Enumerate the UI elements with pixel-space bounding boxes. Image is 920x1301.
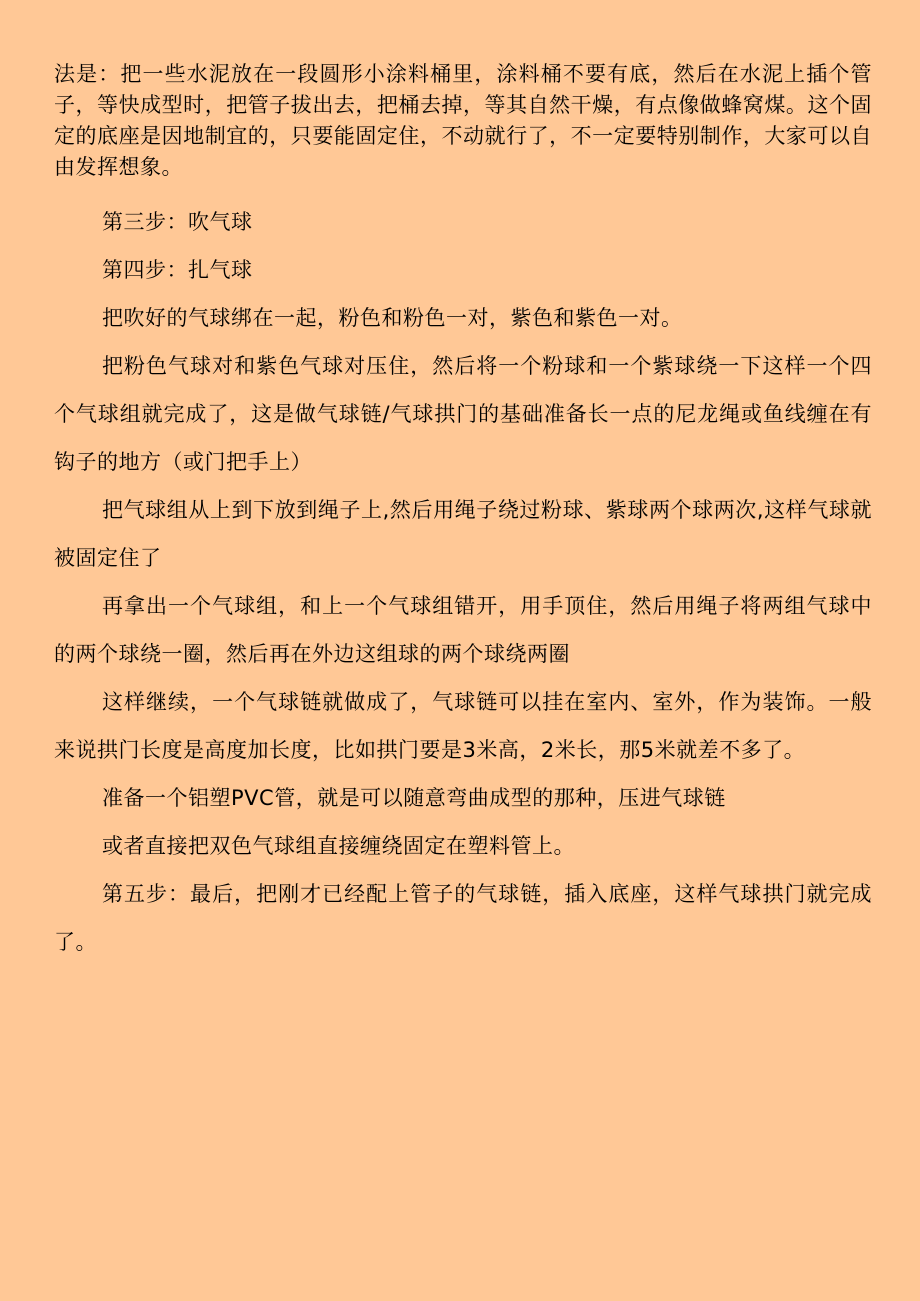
continue-chain-paragraph: 这样继续，一个气球链就做成了，气球链可以挂在室内、室外，作为装饰。一般来说拱门长度是高度加长度，比如拱门要是3米高，2米长，那5米就差不多了。 <box>54 690 872 762</box>
pair-balloons-paragraph: 把吹好的气球绑在一起，粉色和粉色一对，紫色和紫色一对。 <box>102 306 683 330</box>
step-five-paragraph: 第五步：最后，把刚才已经配上管子的气球链，插入底座，这样气球拱门就完成了。 <box>54 882 872 954</box>
step-three-paragraph: 第三步：吹气球 <box>102 210 253 234</box>
string-balloons-paragraph: 把气球组从上到下放到绳子上,然后用绳子绕过粉球、紫球两个球两次,这样气球就被固定住了 <box>54 498 872 570</box>
next-group-paragraph: 再拿出一个气球组，和上一个气球组错开，用手顶住，然后用绳子将两组气球中的两个球绕一圈，然后再在外边这组球的两个球绕两圈 <box>54 594 872 666</box>
wrap-pipe-paragraph: 或者直接把双色气球组直接缠绕固定在塑料管上。 <box>102 834 575 858</box>
intro-paragraph: 法是：把一些水泥放在一段圆形小涂料桶里，涂料桶不要有底，然后在水泥上插个管子，等快成型时，把管子拔出去，把桶去掉，等其自然干燥，有点像做蜂窝煤。这个固定的底座是因地制宜的，只要能固定住，不动就行了，不一定要特别制作，大家可以自由发挥想象。 <box>54 62 872 179</box>
press-balloons-paragraph: 把粉色气球对和紫色气球对压住，然后将一个粉球和一个紫球绕一下这样一个四个气球组就完成了，这是做气球链/气球拱门的基础准备长一点的尼龙绳或鱼线缠在有钩子的地方（或门把手上） <box>54 354 872 474</box>
document-page <box>54 0 872 966</box>
pvc-pipe-paragraph: 准备一个铝塑PVC管，就是可以随意弯曲成型的那种，压进气球链 <box>102 786 726 810</box>
step-four-paragraph: 第四步：扎气球 <box>102 258 253 282</box>
